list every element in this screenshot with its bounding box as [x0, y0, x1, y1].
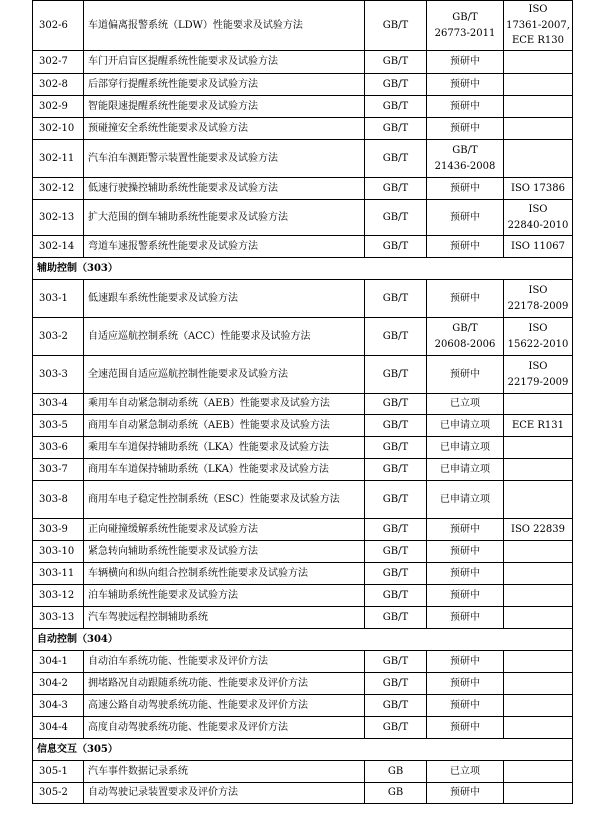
standard-status-cell: 预研中 [427, 541, 504, 563]
standard-status-cell: 预研中 [427, 356, 504, 394]
standard-code-cell: 303-7 [33, 459, 84, 481]
standard-name-cell: 汽车事件数据记录系统 [84, 761, 365, 783]
reference-standard-cell [504, 74, 573, 96]
standard-status-cell: 已申请立项 [427, 481, 504, 519]
standard-code-cell: 302-14 [33, 236, 84, 258]
standard-name-cell: 低速跟车系统性能要求及试验方法 [84, 280, 365, 318]
standard-name-cell: 自动泊车系统功能、性能要求及评价方法 [84, 651, 365, 673]
standard-status-cell: 预研中 [427, 585, 504, 607]
table-row [33, 74, 573, 96]
table-row [33, 356, 573, 394]
reference-standard-cell [504, 717, 573, 739]
reference-standard-cell [504, 673, 573, 695]
standard-type-cell: GB/T [365, 200, 427, 236]
standard-code-cell: 303-12 [33, 585, 84, 607]
standard-code-cell: 302-8 [33, 74, 84, 96]
table-row [33, 651, 573, 673]
standard-name-cell: 乘用车自动紧急制动系统（AEB）性能要求及试验方法 [84, 394, 365, 415]
standard-status-cell: GB/T 20608-2006 [427, 318, 504, 356]
standard-status-cell: GB/T 26773-2011 [427, 1, 504, 51]
standard-name-cell: 正向碰撞缓解系统性能要求及试验方法 [84, 519, 365, 541]
table-row [33, 236, 573, 258]
standard-code-cell: 302-9 [33, 96, 84, 118]
table-row [33, 607, 573, 629]
standard-name-cell: 商用车自动紧急制动系统（AEB）性能要求及试验方法 [84, 415, 365, 437]
standard-name-cell: 汽车驾驶远程控制辅助系统 [84, 607, 365, 629]
standard-code-cell: 302-10 [33, 118, 84, 140]
table-row [33, 563, 573, 585]
standard-code-cell: 303-13 [33, 607, 84, 629]
standard-type-cell: GB/T [365, 651, 427, 673]
standard-code-cell: 303-10 [33, 541, 84, 563]
standard-name-cell: 拥堵路况自动跟随系统功能、性能要求及评价方法 [84, 673, 365, 695]
table-row [33, 541, 573, 563]
reference-standard-cell: ISO 17386 [504, 178, 573, 200]
reference-standard-cell: ISO 11067 [504, 236, 573, 258]
standard-status-cell: 预研中 [427, 118, 504, 140]
table-row [33, 415, 573, 437]
standard-status-cell: 预研中 [427, 695, 504, 717]
reference-standard-cell [504, 695, 573, 717]
standard-code-cell: 303-1 [33, 280, 84, 318]
reference-standard-cell [504, 459, 573, 481]
standard-type-cell: GB/T [365, 394, 427, 415]
standard-code-cell: 305-1 [33, 761, 84, 783]
standard-type-cell: GB [365, 761, 427, 783]
standards-table [32, 0, 573, 804]
standard-name-cell: 智能限速提醒系统性能要求及试验方法 [84, 96, 365, 118]
table-row [33, 1, 573, 51]
standard-name-cell: 后部穿行提醒系统性能要求及试验方法 [84, 74, 365, 96]
standard-type-cell: GB/T [365, 541, 427, 563]
reference-standard-cell [504, 585, 573, 607]
table-row [33, 318, 573, 356]
standard-code-cell: 304-1 [33, 651, 84, 673]
standard-type-cell: GB/T [365, 51, 427, 74]
reference-standard-cell [504, 51, 573, 74]
standard-type-cell: GB/T [365, 118, 427, 140]
standard-name-cell: 低速行驶操控辅助系统性能要求及试验方法 [84, 178, 365, 200]
standard-code-cell: 302-7 [33, 51, 84, 74]
reference-standard-cell: ISO 22840-2010 [504, 200, 573, 236]
reference-standard-cell [504, 541, 573, 563]
standard-name-cell: 自动驾驶记录装置要求及评价方法 [84, 783, 365, 804]
standard-name-cell: 高速公路自动驾驶系统功能、性能要求及评价方法 [84, 695, 365, 717]
standard-code-cell: 302-6 [33, 1, 84, 51]
table-row [33, 695, 573, 717]
standard-name-cell: 泊车辅助系统性能要求及试验方法 [84, 585, 365, 607]
reference-standard-cell: ISO 22839 [504, 519, 573, 541]
standard-name-cell: 弯道车速报警系统性能要求及试验方法 [84, 236, 365, 258]
standard-type-cell: GB/T [365, 459, 427, 481]
standard-code-cell: 303-9 [33, 519, 84, 541]
standard-name-cell: 商用车车道保持辅助系统（LKA）性能要求及试验方法 [84, 459, 365, 481]
standard-status-cell: 预研中 [427, 783, 504, 804]
table-row [33, 437, 573, 459]
standard-type-cell: GB/T [365, 673, 427, 695]
section-header-row [33, 258, 573, 280]
standard-code-cell: 304-3 [33, 695, 84, 717]
table-row [33, 783, 573, 804]
reference-standard-cell [504, 437, 573, 459]
table-row [33, 717, 573, 739]
standard-name-cell: 紧急转向辅助系统性能要求及试验方法 [84, 541, 365, 563]
reference-standard-cell: ECE R131 [504, 415, 573, 437]
standard-type-cell: GB/T [365, 74, 427, 96]
standard-type-cell: GB/T [365, 437, 427, 459]
reference-standard-cell [504, 96, 573, 118]
standard-code-cell: 303-2 [33, 318, 84, 356]
standard-type-cell: GB/T [365, 318, 427, 356]
standard-type-cell: GB/T [365, 481, 427, 519]
table-row [33, 178, 573, 200]
table-row [33, 394, 573, 415]
standard-status-cell: 预研中 [427, 717, 504, 739]
standard-code-cell: 303-11 [33, 563, 84, 585]
standard-type-cell: GB/T [365, 415, 427, 437]
standard-status-cell: 预研中 [427, 563, 504, 585]
standard-code-cell: 302-12 [33, 178, 84, 200]
standard-status-cell: 预研中 [427, 236, 504, 258]
standard-type-cell: GB/T [365, 356, 427, 394]
standard-code-cell: 303-6 [33, 437, 84, 459]
standard-code-cell: 302-13 [33, 200, 84, 236]
table-row [33, 118, 573, 140]
reference-standard-cell [504, 607, 573, 629]
standard-type-cell: GB/T [365, 1, 427, 51]
reference-standard-cell: ISO 22178-2009 [504, 280, 573, 318]
section-title: 信息交互（305） [33, 739, 573, 761]
standard-status-cell: 预研中 [427, 51, 504, 74]
table-row [33, 761, 573, 783]
reference-standard-cell [504, 118, 573, 140]
table-row [33, 585, 573, 607]
standard-status-cell: 预研中 [427, 673, 504, 695]
standard-status-cell: 预研中 [427, 200, 504, 236]
standard-status-cell: 预研中 [427, 178, 504, 200]
standard-type-cell: GB/T [365, 236, 427, 258]
section-title: 自动控制（304） [33, 629, 573, 651]
standard-code-cell: 303-5 [33, 415, 84, 437]
standard-status-cell: 已申请立项 [427, 459, 504, 481]
standard-name-cell: 预碰撞安全系统性能要求及试验方法 [84, 118, 365, 140]
table-row [33, 519, 573, 541]
standard-status-cell: 已立项 [427, 761, 504, 783]
standard-code-cell: 304-2 [33, 673, 84, 695]
reference-standard-cell: ISO 22179-2009 [504, 356, 573, 394]
table-row [33, 96, 573, 118]
table-row [33, 459, 573, 481]
standard-code-cell: 305-2 [33, 783, 84, 804]
table-row [33, 280, 573, 318]
standard-name-cell: 汽车泊车测距警示装置性能要求及试验方法 [84, 140, 365, 178]
table-row [33, 481, 573, 519]
standard-type-cell: GB/T [365, 585, 427, 607]
reference-standard-cell [504, 481, 573, 519]
standard-code-cell: 303-8 [33, 481, 84, 519]
standard-type-cell: GB/T [365, 280, 427, 318]
standard-name-cell: 商用车电子稳定性控制系统（ESC）性能要求及试验方法 [84, 481, 365, 519]
standard-name-cell: 车道偏离报警系统（LDW）性能要求及试验方法 [84, 1, 365, 51]
standard-status-cell: 预研中 [427, 519, 504, 541]
reference-standard-cell [504, 761, 573, 783]
standard-status-cell: 预研中 [427, 280, 504, 318]
reference-standard-cell: ISO 17361-2007, ECE R130 [504, 1, 573, 51]
standard-type-cell: GB/T [365, 96, 427, 118]
standard-code-cell: 304-4 [33, 717, 84, 739]
standard-type-cell: GB/T [365, 140, 427, 178]
standard-type-cell: GB/T [365, 519, 427, 541]
standard-name-cell: 全速范围自适应巡航控制性能要求及试验方法 [84, 356, 365, 394]
table-row [33, 673, 573, 695]
standards-table-page [32, 0, 572, 804]
standard-type-cell: GB/T [365, 178, 427, 200]
standard-name-cell: 自适应巡航控制系统（ACC）性能要求及试验方法 [84, 318, 365, 356]
section-header-row [33, 739, 573, 761]
standard-name-cell: 扩大范围的倒车辅助系统性能要求及试验方法 [84, 200, 365, 236]
standard-status-cell: 预研中 [427, 607, 504, 629]
reference-standard-cell [504, 394, 573, 415]
standard-status-cell: 预研中 [427, 74, 504, 96]
standard-type-cell: GB/T [365, 717, 427, 739]
section-header-row [33, 629, 573, 651]
standard-code-cell: 303-3 [33, 356, 84, 394]
reference-standard-cell [504, 783, 573, 804]
reference-standard-cell [504, 563, 573, 585]
standard-status-cell: 已立项 [427, 394, 504, 415]
table-row [33, 51, 573, 74]
reference-standard-cell [504, 140, 573, 178]
table-row [33, 200, 573, 236]
reference-standard-cell [504, 651, 573, 673]
table-row [33, 140, 573, 178]
standard-status-cell: 已申请立项 [427, 437, 504, 459]
standard-code-cell: 303-4 [33, 394, 84, 415]
standard-code-cell: 302-11 [33, 140, 84, 178]
standard-type-cell: GB/T [365, 695, 427, 717]
section-title: 辅助控制（303） [33, 258, 573, 280]
standard-name-cell: 车辆横向和纵向组合控制系统性能要求及试验方法 [84, 563, 365, 585]
standard-name-cell: 高度自动驾驶系统功能、性能要求及评价方法 [84, 717, 365, 739]
reference-standard-cell: ISO 15622-2010 [504, 318, 573, 356]
standard-type-cell: GB/T [365, 563, 427, 585]
standard-status-cell: GB/T 21436-2008 [427, 140, 504, 178]
standard-type-cell: GB [365, 783, 427, 804]
standard-status-cell: 预研中 [427, 96, 504, 118]
standard-type-cell: GB/T [365, 607, 427, 629]
standard-name-cell: 车门开启盲区提醒系统性能要求及试验方法 [84, 51, 365, 74]
standard-name-cell: 乘用车车道保持辅助系统（LKA）性能要求及试验方法 [84, 437, 365, 459]
standard-status-cell: 已申请立项 [427, 415, 504, 437]
standard-status-cell: 预研中 [427, 651, 504, 673]
